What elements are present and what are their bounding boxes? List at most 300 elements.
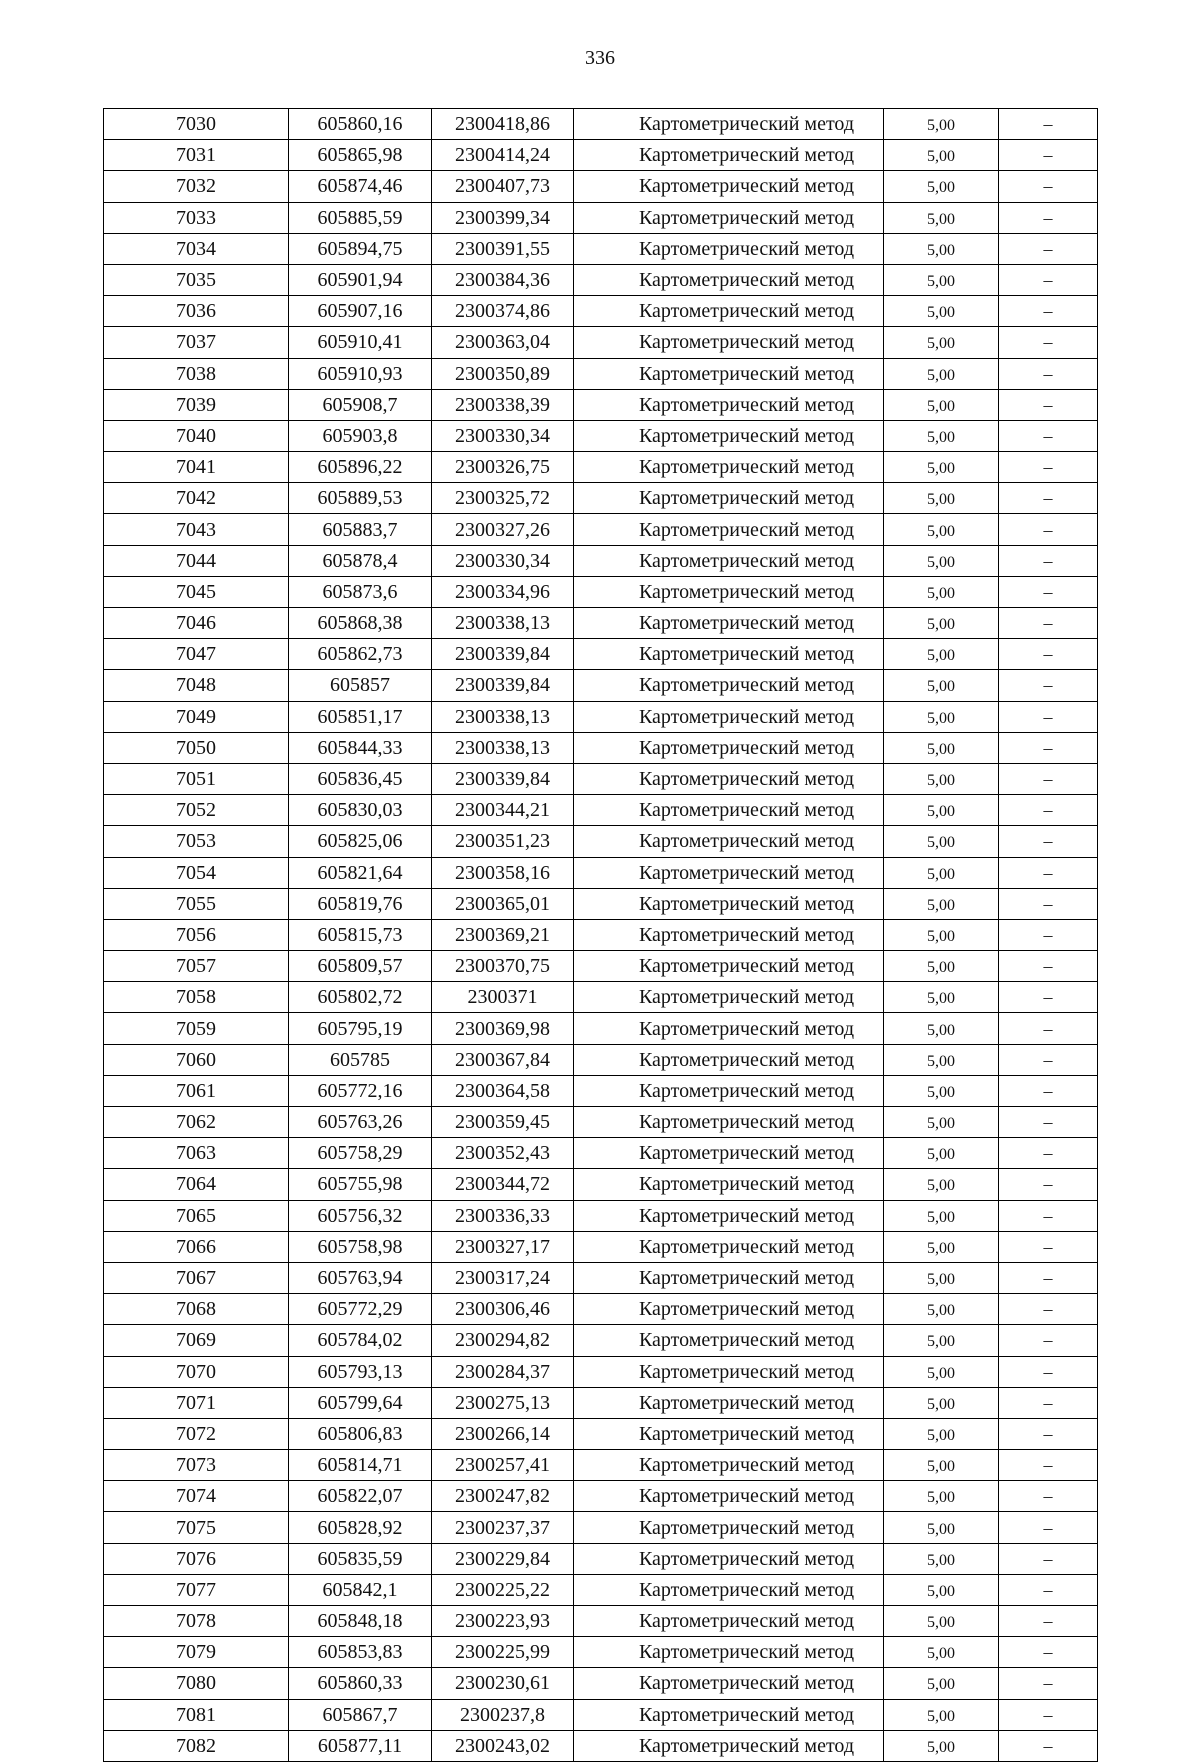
point-number-cell: 7082 bbox=[104, 1730, 289, 1761]
precision-cell: 5,00 bbox=[884, 1075, 999, 1106]
table-row bbox=[104, 1200, 1098, 1231]
method-cell: Картометрический метод bbox=[574, 233, 884, 264]
precision-cell: 5,00 bbox=[884, 1294, 999, 1325]
note-cell: – bbox=[999, 1325, 1098, 1356]
method-cell: Картометрический метод bbox=[574, 1325, 884, 1356]
precision-cell: 5,00 bbox=[884, 1481, 999, 1512]
note-cell: – bbox=[999, 888, 1098, 919]
table-row bbox=[104, 296, 1098, 327]
note-cell: – bbox=[999, 639, 1098, 670]
precision-cell: 5,00 bbox=[884, 1450, 999, 1481]
x-coordinate-cell: 605772,16 bbox=[289, 1075, 432, 1106]
x-coordinate-cell: 605830,03 bbox=[289, 795, 432, 826]
method-cell: Картометрический метод bbox=[574, 171, 884, 202]
note-cell: – bbox=[999, 670, 1098, 701]
method-cell: Картометрический метод bbox=[574, 701, 884, 732]
point-number-cell: 7077 bbox=[104, 1574, 289, 1605]
note-cell: – bbox=[999, 296, 1098, 327]
table-body bbox=[104, 109, 1098, 1762]
table-row bbox=[104, 483, 1098, 514]
y-coordinate-cell: 2300338,13 bbox=[432, 608, 574, 639]
x-coordinate-cell: 605795,19 bbox=[289, 1013, 432, 1044]
precision-cell: 5,00 bbox=[884, 732, 999, 763]
x-coordinate-cell: 605802,72 bbox=[289, 982, 432, 1013]
note-cell: – bbox=[999, 452, 1098, 483]
precision-cell: 5,00 bbox=[884, 202, 999, 233]
table-row bbox=[104, 1075, 1098, 1106]
x-coordinate-cell: 605809,57 bbox=[289, 951, 432, 982]
x-coordinate-cell: 605862,73 bbox=[289, 639, 432, 670]
table-row bbox=[104, 545, 1098, 576]
precision-cell: 5,00 bbox=[884, 327, 999, 358]
x-coordinate-cell: 605896,22 bbox=[289, 452, 432, 483]
point-number-cell: 7031 bbox=[104, 140, 289, 171]
method-cell: Картометрический метод bbox=[574, 1169, 884, 1200]
x-coordinate-cell: 605758,98 bbox=[289, 1231, 432, 1262]
note-cell: – bbox=[999, 1044, 1098, 1075]
precision-cell: 5,00 bbox=[884, 1574, 999, 1605]
note-cell: – bbox=[999, 233, 1098, 264]
x-coordinate-cell: 605785 bbox=[289, 1044, 432, 1075]
precision-cell: 5,00 bbox=[884, 1138, 999, 1169]
note-cell: – bbox=[999, 109, 1098, 140]
precision-cell: 5,00 bbox=[884, 1262, 999, 1293]
y-coordinate-cell: 2300275,13 bbox=[432, 1387, 574, 1418]
method-cell: Картометрический метод bbox=[574, 545, 884, 576]
x-coordinate-cell: 605907,16 bbox=[289, 296, 432, 327]
method-cell: Картометрический метод bbox=[574, 483, 884, 514]
y-coordinate-cell: 2300223,93 bbox=[432, 1606, 574, 1637]
table-row bbox=[104, 389, 1098, 420]
note-cell: – bbox=[999, 140, 1098, 171]
point-number-cell: 7034 bbox=[104, 233, 289, 264]
method-cell: Картометрический метод bbox=[574, 1699, 884, 1730]
precision-cell: 5,00 bbox=[884, 1543, 999, 1574]
x-coordinate-cell: 605853,83 bbox=[289, 1637, 432, 1668]
method-cell: Картометрический метод bbox=[574, 1512, 884, 1543]
y-coordinate-cell: 2300365,01 bbox=[432, 888, 574, 919]
table-row bbox=[104, 264, 1098, 295]
x-coordinate-cell: 605848,18 bbox=[289, 1606, 432, 1637]
method-cell: Картометрический метод bbox=[574, 1075, 884, 1106]
method-cell: Картометрический метод bbox=[574, 608, 884, 639]
precision-cell: 5,00 bbox=[884, 1668, 999, 1699]
y-coordinate-cell: 2300350,89 bbox=[432, 358, 574, 389]
y-coordinate-cell: 2300352,43 bbox=[432, 1138, 574, 1169]
x-coordinate-cell: 605910,41 bbox=[289, 327, 432, 358]
x-coordinate-cell: 605883,7 bbox=[289, 514, 432, 545]
note-cell: – bbox=[999, 701, 1098, 732]
point-number-cell: 7057 bbox=[104, 951, 289, 982]
table-row bbox=[104, 1637, 1098, 1668]
x-coordinate-cell: 605758,29 bbox=[289, 1138, 432, 1169]
note-cell: – bbox=[999, 919, 1098, 950]
table-row bbox=[104, 452, 1098, 483]
y-coordinate-cell: 2300399,34 bbox=[432, 202, 574, 233]
note-cell: – bbox=[999, 1169, 1098, 1200]
method-cell: Картометрический метод bbox=[574, 763, 884, 794]
x-coordinate-cell: 605815,73 bbox=[289, 919, 432, 950]
y-coordinate-cell: 2300336,33 bbox=[432, 1200, 574, 1231]
note-cell: – bbox=[999, 514, 1098, 545]
y-coordinate-cell: 2300225,99 bbox=[432, 1637, 574, 1668]
x-coordinate-cell: 605844,33 bbox=[289, 732, 432, 763]
method-cell: Картометрический метод bbox=[574, 1231, 884, 1262]
y-coordinate-cell: 2300237,8 bbox=[432, 1699, 574, 1730]
precision-cell: 5,00 bbox=[884, 264, 999, 295]
precision-cell: 5,00 bbox=[884, 1231, 999, 1262]
y-coordinate-cell: 2300344,21 bbox=[432, 795, 574, 826]
point-number-cell: 7081 bbox=[104, 1699, 289, 1730]
method-cell: Картометрический метод bbox=[574, 1294, 884, 1325]
note-cell: – bbox=[999, 982, 1098, 1013]
y-coordinate-cell: 2300367,84 bbox=[432, 1044, 574, 1075]
precision-cell: 5,00 bbox=[884, 1044, 999, 1075]
y-coordinate-cell: 2300229,84 bbox=[432, 1543, 574, 1574]
y-coordinate-cell: 2300325,72 bbox=[432, 483, 574, 514]
precision-cell: 5,00 bbox=[884, 1200, 999, 1231]
y-coordinate-cell: 2300225,22 bbox=[432, 1574, 574, 1605]
method-cell: Картометрический метод bbox=[574, 1450, 884, 1481]
table-row bbox=[104, 358, 1098, 389]
point-number-cell: 7040 bbox=[104, 420, 289, 451]
point-number-cell: 7067 bbox=[104, 1262, 289, 1293]
precision-cell: 5,00 bbox=[884, 670, 999, 701]
method-cell: Картометрический метод bbox=[574, 420, 884, 451]
method-cell: Картометрический метод bbox=[574, 732, 884, 763]
y-coordinate-cell: 2300284,37 bbox=[432, 1356, 574, 1387]
method-cell: Картометрический метод bbox=[574, 1356, 884, 1387]
precision-cell: 5,00 bbox=[884, 1013, 999, 1044]
note-cell: – bbox=[999, 1200, 1098, 1231]
precision-cell: 5,00 bbox=[884, 888, 999, 919]
table-row bbox=[104, 608, 1098, 639]
method-cell: Картометрический метод bbox=[574, 1418, 884, 1449]
y-coordinate-cell: 2300414,24 bbox=[432, 140, 574, 171]
coordinates-table bbox=[103, 108, 1098, 1762]
precision-cell: 5,00 bbox=[884, 1512, 999, 1543]
note-cell: – bbox=[999, 1450, 1098, 1481]
note-cell: – bbox=[999, 1107, 1098, 1138]
note-cell: – bbox=[999, 1138, 1098, 1169]
table-row bbox=[104, 763, 1098, 794]
y-coordinate-cell: 2300391,55 bbox=[432, 233, 574, 264]
point-number-cell: 7073 bbox=[104, 1450, 289, 1481]
y-coordinate-cell: 2300371 bbox=[432, 982, 574, 1013]
x-coordinate-cell: 605867,7 bbox=[289, 1699, 432, 1730]
method-cell: Картометрический метод bbox=[574, 670, 884, 701]
precision-cell: 5,00 bbox=[884, 452, 999, 483]
table-row bbox=[104, 826, 1098, 857]
note-cell: – bbox=[999, 576, 1098, 607]
precision-cell: 5,00 bbox=[884, 608, 999, 639]
method-cell: Картометрический метод bbox=[574, 639, 884, 670]
note-cell: – bbox=[999, 1668, 1098, 1699]
point-number-cell: 7037 bbox=[104, 327, 289, 358]
note-cell: – bbox=[999, 763, 1098, 794]
point-number-cell: 7035 bbox=[104, 264, 289, 295]
table-row bbox=[104, 1325, 1098, 1356]
point-number-cell: 7068 bbox=[104, 1294, 289, 1325]
precision-cell: 5,00 bbox=[884, 1356, 999, 1387]
method-cell: Картометрический метод bbox=[574, 826, 884, 857]
note-cell: – bbox=[999, 358, 1098, 389]
table-row bbox=[104, 140, 1098, 171]
note-cell: – bbox=[999, 327, 1098, 358]
x-coordinate-cell: 605860,16 bbox=[289, 109, 432, 140]
point-number-cell: 7076 bbox=[104, 1543, 289, 1574]
method-cell: Картометрический метод bbox=[574, 982, 884, 1013]
point-number-cell: 7056 bbox=[104, 919, 289, 950]
y-coordinate-cell: 2300230,61 bbox=[432, 1668, 574, 1699]
note-cell: – bbox=[999, 732, 1098, 763]
point-number-cell: 7054 bbox=[104, 857, 289, 888]
y-coordinate-cell: 2300339,84 bbox=[432, 639, 574, 670]
point-number-cell: 7053 bbox=[104, 826, 289, 857]
table-row bbox=[104, 1356, 1098, 1387]
x-coordinate-cell: 605828,92 bbox=[289, 1512, 432, 1543]
table-row bbox=[104, 732, 1098, 763]
point-number-cell: 7070 bbox=[104, 1356, 289, 1387]
point-number-cell: 7065 bbox=[104, 1200, 289, 1231]
precision-cell: 5,00 bbox=[884, 1418, 999, 1449]
y-coordinate-cell: 2300418,86 bbox=[432, 109, 574, 140]
point-number-cell: 7055 bbox=[104, 888, 289, 919]
y-coordinate-cell: 2300257,41 bbox=[432, 1450, 574, 1481]
note-cell: – bbox=[999, 1231, 1098, 1262]
precision-cell: 5,00 bbox=[884, 1699, 999, 1730]
precision-cell: 5,00 bbox=[884, 514, 999, 545]
x-coordinate-cell: 605784,02 bbox=[289, 1325, 432, 1356]
precision-cell: 5,00 bbox=[884, 857, 999, 888]
table-row bbox=[104, 857, 1098, 888]
point-number-cell: 7038 bbox=[104, 358, 289, 389]
note-cell: – bbox=[999, 1387, 1098, 1418]
method-cell: Картометрический метод bbox=[574, 1730, 884, 1761]
note-cell: – bbox=[999, 1075, 1098, 1106]
method-cell: Картометрический метод bbox=[574, 1200, 884, 1231]
point-number-cell: 7061 bbox=[104, 1075, 289, 1106]
point-number-cell: 7030 bbox=[104, 109, 289, 140]
y-coordinate-cell: 2300338,39 bbox=[432, 389, 574, 420]
precision-cell: 5,00 bbox=[884, 795, 999, 826]
method-cell: Картометрический метод bbox=[574, 1138, 884, 1169]
point-number-cell: 7033 bbox=[104, 202, 289, 233]
point-number-cell: 7042 bbox=[104, 483, 289, 514]
point-number-cell: 7062 bbox=[104, 1107, 289, 1138]
table-row bbox=[104, 982, 1098, 1013]
x-coordinate-cell: 605860,33 bbox=[289, 1668, 432, 1699]
method-cell: Картометрический метод bbox=[574, 514, 884, 545]
point-number-cell: 7049 bbox=[104, 701, 289, 732]
table-row bbox=[104, 1512, 1098, 1543]
x-coordinate-cell: 605901,94 bbox=[289, 264, 432, 295]
method-cell: Картометрический метод bbox=[574, 1107, 884, 1138]
precision-cell: 5,00 bbox=[884, 1325, 999, 1356]
point-number-cell: 7050 bbox=[104, 732, 289, 763]
precision-cell: 5,00 bbox=[884, 763, 999, 794]
y-coordinate-cell: 2300407,73 bbox=[432, 171, 574, 202]
y-coordinate-cell: 2300339,84 bbox=[432, 670, 574, 701]
note-cell: – bbox=[999, 1543, 1098, 1574]
precision-cell: 5,00 bbox=[884, 1730, 999, 1761]
point-number-cell: 7036 bbox=[104, 296, 289, 327]
point-number-cell: 7059 bbox=[104, 1013, 289, 1044]
x-coordinate-cell: 605874,46 bbox=[289, 171, 432, 202]
table-row bbox=[104, 576, 1098, 607]
point-number-cell: 7069 bbox=[104, 1325, 289, 1356]
y-coordinate-cell: 2300369,98 bbox=[432, 1013, 574, 1044]
point-number-cell: 7032 bbox=[104, 171, 289, 202]
x-coordinate-cell: 605894,75 bbox=[289, 233, 432, 264]
method-cell: Картометрический метод bbox=[574, 1387, 884, 1418]
note-cell: – bbox=[999, 264, 1098, 295]
point-number-cell: 7044 bbox=[104, 545, 289, 576]
note-cell: – bbox=[999, 483, 1098, 514]
point-number-cell: 7072 bbox=[104, 1418, 289, 1449]
y-coordinate-cell: 2300351,23 bbox=[432, 826, 574, 857]
x-coordinate-cell: 605772,29 bbox=[289, 1294, 432, 1325]
method-cell: Картометрический метод bbox=[574, 296, 884, 327]
method-cell: Картометрический метод bbox=[574, 1543, 884, 1574]
precision-cell: 5,00 bbox=[884, 109, 999, 140]
table-row bbox=[104, 1294, 1098, 1325]
x-coordinate-cell: 605825,06 bbox=[289, 826, 432, 857]
x-coordinate-cell: 605908,7 bbox=[289, 389, 432, 420]
y-coordinate-cell: 2300344,72 bbox=[432, 1169, 574, 1200]
x-coordinate-cell: 605819,76 bbox=[289, 888, 432, 919]
table-row bbox=[104, 233, 1098, 264]
page-number: 336 bbox=[585, 47, 615, 69]
table-row bbox=[104, 1231, 1098, 1262]
precision-cell: 5,00 bbox=[884, 1606, 999, 1637]
y-coordinate-cell: 2300327,17 bbox=[432, 1231, 574, 1262]
table-row bbox=[104, 639, 1098, 670]
point-number-cell: 7048 bbox=[104, 670, 289, 701]
method-cell: Картометрический метод bbox=[574, 452, 884, 483]
y-coordinate-cell: 2300370,75 bbox=[432, 951, 574, 982]
method-cell: Картометрический метод bbox=[574, 1574, 884, 1605]
x-coordinate-cell: 605873,6 bbox=[289, 576, 432, 607]
x-coordinate-cell: 605835,59 bbox=[289, 1543, 432, 1574]
x-coordinate-cell: 605889,53 bbox=[289, 483, 432, 514]
point-number-cell: 7052 bbox=[104, 795, 289, 826]
x-coordinate-cell: 605822,07 bbox=[289, 1481, 432, 1512]
note-cell: – bbox=[999, 1481, 1098, 1512]
point-number-cell: 7046 bbox=[104, 608, 289, 639]
method-cell: Картометрический метод bbox=[574, 1481, 884, 1512]
precision-cell: 5,00 bbox=[884, 140, 999, 171]
method-cell: Картометрический метод bbox=[574, 951, 884, 982]
y-coordinate-cell: 2300359,45 bbox=[432, 1107, 574, 1138]
y-coordinate-cell: 2300317,24 bbox=[432, 1262, 574, 1293]
x-coordinate-cell: 605821,64 bbox=[289, 857, 432, 888]
point-number-cell: 7051 bbox=[104, 763, 289, 794]
note-cell: – bbox=[999, 420, 1098, 451]
method-cell: Картометрический метод bbox=[574, 140, 884, 171]
y-coordinate-cell: 2300243,02 bbox=[432, 1730, 574, 1761]
method-cell: Картометрический метод bbox=[574, 1606, 884, 1637]
note-cell: – bbox=[999, 795, 1098, 826]
point-number-cell: 7047 bbox=[104, 639, 289, 670]
table-row bbox=[104, 1262, 1098, 1293]
note-cell: – bbox=[999, 202, 1098, 233]
method-cell: Картометрический метод bbox=[574, 795, 884, 826]
y-coordinate-cell: 2300369,21 bbox=[432, 919, 574, 950]
note-cell: – bbox=[999, 1294, 1098, 1325]
precision-cell: 5,00 bbox=[884, 701, 999, 732]
note-cell: – bbox=[999, 1730, 1098, 1761]
table-row bbox=[104, 1044, 1098, 1075]
table-row bbox=[104, 1107, 1098, 1138]
note-cell: – bbox=[999, 1606, 1098, 1637]
note-cell: – bbox=[999, 1262, 1098, 1293]
note-cell: – bbox=[999, 1574, 1098, 1605]
y-coordinate-cell: 2300339,84 bbox=[432, 763, 574, 794]
table-row bbox=[104, 951, 1098, 982]
x-coordinate-cell: 605877,11 bbox=[289, 1730, 432, 1761]
table-row bbox=[104, 1699, 1098, 1730]
note-cell: – bbox=[999, 1356, 1098, 1387]
method-cell: Картометрический метод bbox=[574, 109, 884, 140]
y-coordinate-cell: 2300237,37 bbox=[432, 1512, 574, 1543]
table-row bbox=[104, 701, 1098, 732]
x-coordinate-cell: 605814,71 bbox=[289, 1450, 432, 1481]
table-row bbox=[104, 1450, 1098, 1481]
method-cell: Картометрический метод bbox=[574, 888, 884, 919]
precision-cell: 5,00 bbox=[884, 389, 999, 420]
table-row bbox=[104, 1481, 1098, 1512]
precision-cell: 5,00 bbox=[884, 420, 999, 451]
table-row bbox=[104, 1668, 1098, 1699]
y-coordinate-cell: 2300306,46 bbox=[432, 1294, 574, 1325]
precision-cell: 5,00 bbox=[884, 296, 999, 327]
precision-cell: 5,00 bbox=[884, 483, 999, 514]
table-row bbox=[104, 1574, 1098, 1605]
note-cell: – bbox=[999, 608, 1098, 639]
point-number-cell: 7063 bbox=[104, 1138, 289, 1169]
y-coordinate-cell: 2300363,04 bbox=[432, 327, 574, 358]
note-cell: – bbox=[999, 1418, 1098, 1449]
table-row bbox=[104, 1138, 1098, 1169]
precision-cell: 5,00 bbox=[884, 951, 999, 982]
point-number-cell: 7066 bbox=[104, 1231, 289, 1262]
y-coordinate-cell: 2300294,82 bbox=[432, 1325, 574, 1356]
method-cell: Картометрический метод bbox=[574, 857, 884, 888]
y-coordinate-cell: 2300364,58 bbox=[432, 1075, 574, 1106]
method-cell: Картометрический метод bbox=[574, 327, 884, 358]
note-cell: – bbox=[999, 545, 1098, 576]
y-coordinate-cell: 2300247,82 bbox=[432, 1481, 574, 1512]
point-number-cell: 7041 bbox=[104, 452, 289, 483]
note-cell: – bbox=[999, 951, 1098, 982]
x-coordinate-cell: 605836,45 bbox=[289, 763, 432, 794]
method-cell: Картометрический метод bbox=[574, 1668, 884, 1699]
table-row bbox=[104, 1387, 1098, 1418]
x-coordinate-cell: 605755,98 bbox=[289, 1169, 432, 1200]
point-number-cell: 7043 bbox=[104, 514, 289, 545]
point-number-cell: 7071 bbox=[104, 1387, 289, 1418]
method-cell: Картометрический метод bbox=[574, 1013, 884, 1044]
y-coordinate-cell: 2300327,26 bbox=[432, 514, 574, 545]
y-coordinate-cell: 2300374,86 bbox=[432, 296, 574, 327]
precision-cell: 5,00 bbox=[884, 545, 999, 576]
precision-cell: 5,00 bbox=[884, 639, 999, 670]
table-row bbox=[104, 670, 1098, 701]
method-cell: Картометрический метод bbox=[574, 389, 884, 420]
method-cell: Картометрический метод bbox=[574, 576, 884, 607]
note-cell: – bbox=[999, 389, 1098, 420]
